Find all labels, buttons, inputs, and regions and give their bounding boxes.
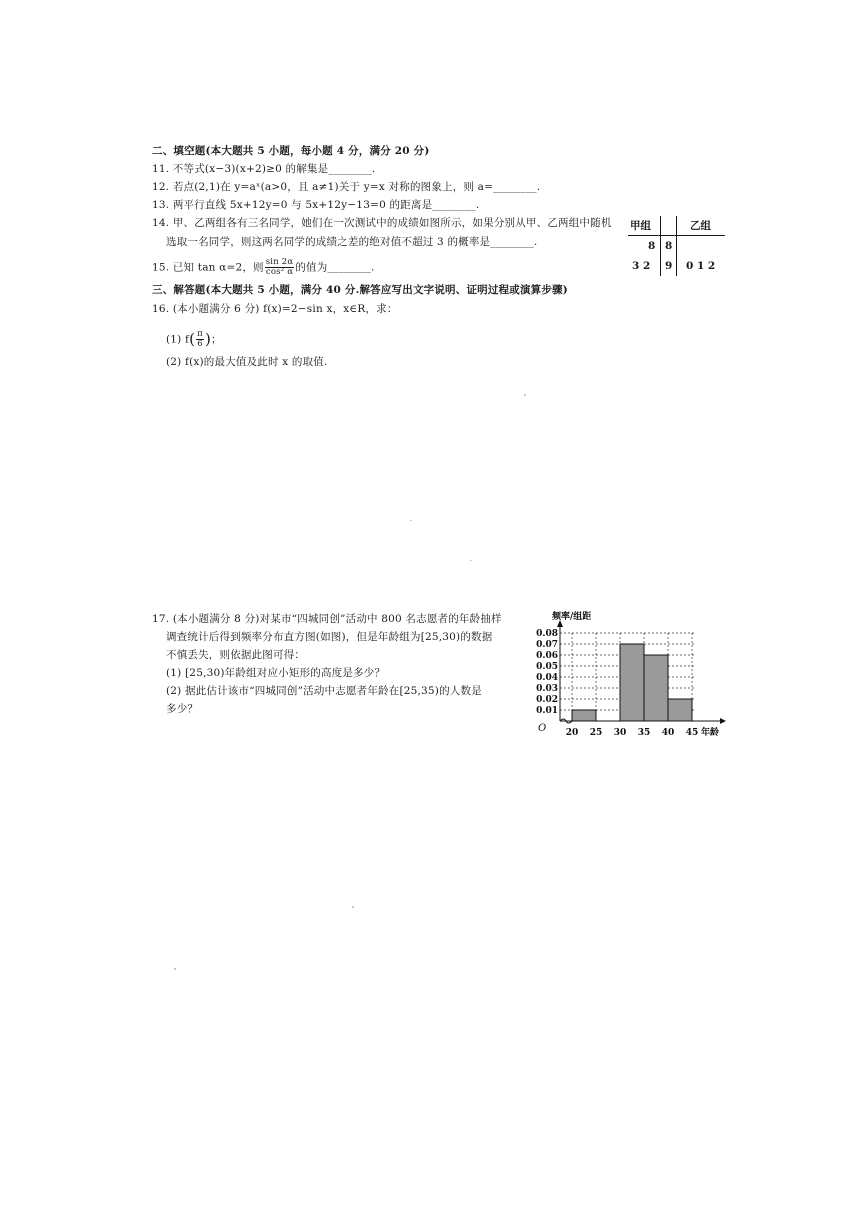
x-axis-label: 年龄 (701, 728, 720, 738)
question-15 (152, 258, 375, 277)
question-17-line2: 调查统计后得到频率分布直方图(如图)，但是年龄组为[25,30)的数据 (166, 631, 493, 643)
fraction-numerator: π (197, 329, 203, 339)
histogram-bars (572, 644, 692, 721)
question-17-line3: 不慎丢失，则依据此图可得： (166, 649, 306, 661)
x-axis-arrow (720, 718, 726, 724)
origin-label: O (538, 723, 547, 734)
x-tick-label: 40 (661, 728, 675, 738)
y-tick-label: 0.02 (536, 695, 558, 705)
stem-leaf-row2-left: 3 2 (632, 260, 651, 272)
histogram-bar (668, 699, 692, 721)
stem-leaf-right-header: 乙组 (690, 220, 711, 232)
question-15-suffix: 的值为________. (295, 261, 375, 274)
stem-leaf-row1-left: 8 (648, 240, 656, 252)
stem-leaf-left-header: 甲组 (630, 220, 651, 232)
stem-leaf-row2-stem: 9 (665, 260, 673, 272)
question-16-part2: (2) f(x)的最大值及此时 x 的取值. (166, 356, 328, 368)
y-tick-label: 0.04 (536, 673, 558, 683)
fraction (196, 330, 204, 349)
question-13: 13. 两平行直线 5x+12y=0 与 5x+12y−13=0 的距离是________. (152, 199, 480, 211)
section2-heading: 二、填空题(本大题共 5 小题，每小题 4 分，满分 20 分) (152, 145, 430, 157)
stem-leaf-divider-left (660, 216, 661, 276)
section3-heading: 三、解答题(本大题共 5 小题，满分 40 分.解答应写出文字说明、证明过程或演算步骤) (152, 284, 568, 296)
histogram-bar (644, 655, 668, 721)
stem-leaf-divider-right (676, 216, 677, 276)
stem-leaf-plot (628, 216, 728, 276)
scan-speck (352, 906, 354, 908)
question-16-part1-suffix: ； (211, 333, 222, 346)
question-16-part1-prefix: (1) f (166, 333, 190, 346)
question-12: 12. 若点(2,1)在 y=aˣ(a>0，且 a≠1)关于 y=x 对称的图象上，则 a=________. (152, 181, 541, 193)
question-11: 11. 不等式(x−3)(x+2)≥0 的解集是________. (152, 163, 376, 175)
fraction-numerator: sin 2α (265, 257, 294, 267)
y-tick-label: 0.01 (536, 706, 558, 716)
frequency-histogram (520, 608, 740, 748)
y-axis-label: 频率/组距 (552, 612, 592, 622)
question-14-line2: 选取一名同学，则这两名同学的成绩之差的绝对值不超过 3 的概率是________. (166, 236, 538, 248)
x-tick-label: 20 (565, 728, 579, 738)
question-17-line5: (2) 据此估计该市“四城同创”活动中志愿者年龄在[25,35)的人数是 (166, 685, 482, 697)
x-tick-label: 25 (589, 728, 603, 738)
question-14-line1: 14. 甲、乙两组各有三名同学，她们在一次测试中的成绩如图所示，如果分别从甲、乙两组中随机 (152, 217, 612, 229)
x-tick-label: 35 (637, 728, 651, 738)
y-tick-label: 0.08 (536, 629, 558, 639)
y-tick-label: 0.03 (536, 684, 558, 694)
fraction-denominator: cos² α (265, 267, 294, 277)
y-tick-label: 0.06 (536, 651, 558, 661)
question-15-prefix: 15. 已知 tan α=2，则 (152, 261, 264, 274)
question-17-line1: 17. (本小题满分 8 分)对某市“四城同创”活动中 800 名志愿者的年龄抽样 (152, 613, 502, 625)
question-17-line6: 多少？ (166, 703, 199, 715)
y-tick-label: 0.07 (536, 640, 558, 650)
histogram-bar (572, 710, 596, 721)
fraction-denominator: 6 (197, 339, 203, 349)
x-tick-label: 30 (613, 728, 627, 738)
question-16-part1: (1) f( $\frac{\pi}{6}$ )； (166, 329, 222, 349)
y-tick-label: 0.05 (536, 662, 558, 672)
question-17-line4: (1) [25,30)年龄组对应小矩形的高度是多少？ (166, 667, 386, 679)
stem-leaf-row2-right: 0 1 2 (686, 260, 716, 272)
scan-speck (174, 968, 176, 970)
stem-leaf-row1-stem: 8 (665, 240, 673, 252)
scan-speck (410, 520, 412, 521)
fraction (265, 258, 295, 277)
question-16: 16. (本小题满分 6 分) f(x)=2−sin x，x∈R，求： (152, 303, 398, 315)
x-tick-label: 45 (685, 728, 699, 738)
histogram-bar (620, 644, 644, 721)
scan-speck (470, 560, 472, 561)
scan-speck (524, 394, 526, 396)
